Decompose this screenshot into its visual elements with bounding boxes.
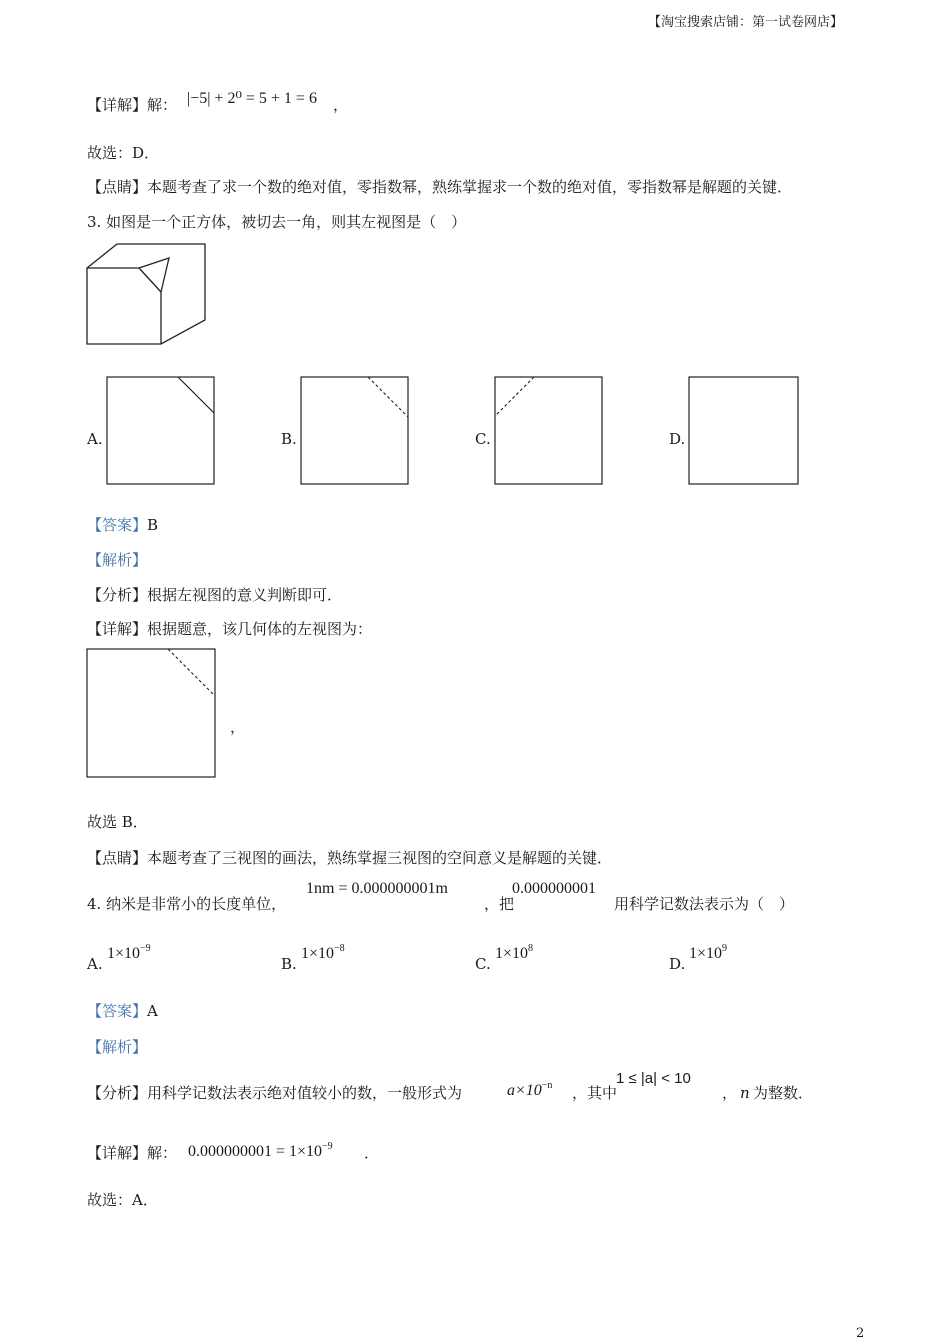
q3-answer-value: B <box>147 516 159 534</box>
q4-option-c-exp: 8 <box>528 943 534 954</box>
q3-detail-comma: ， <box>230 718 246 736</box>
q4-option-a-exp: −9 <box>140 943 151 954</box>
q3-fenxi: 【分析】根据左视图的意义判断即可． <box>87 586 343 604</box>
q4-option-b-label: B. <box>281 955 297 973</box>
q4-option-c-base: 1×10 <box>495 945 529 962</box>
q4-option-a-value <box>107 943 151 963</box>
header-shop-text: 【淘宝搜索店铺：第一试卷网店】 <box>648 15 844 30</box>
q4-stem-a: 4. 纳米是非常小的长度单位， <box>87 895 287 913</box>
q4-detail-math <box>188 1141 333 1161</box>
q4-fenxi-math1-exp: −n <box>541 1080 553 1091</box>
q4-answer-line <box>87 1001 158 1021</box>
q4-fenxi-c: ， <box>722 1084 738 1102</box>
q2-detail-label: 【详解】解： <box>87 96 178 114</box>
q2-choose: 故选：D． <box>87 144 160 162</box>
q3-detail-figure <box>86 648 217 779</box>
q3-option-d-figure <box>688 376 800 486</box>
q4-detail-end: ． <box>364 1144 380 1162</box>
q4-option-c-value <box>495 943 533 963</box>
q4-fenxi-a: 【分析】用科学记数法表示绝对值较小的数，一般形式为 <box>87 1084 463 1102</box>
q3-analysis-tag: 【解析】 <box>87 551 148 569</box>
cube-figure <box>85 240 210 346</box>
q4-option-d-label: D. <box>669 955 686 973</box>
q4-fenxi-b: ，其中 <box>572 1084 618 1102</box>
q3-option-b-label: B. <box>281 430 297 448</box>
q4-stem-math2: 0.000000001 <box>512 880 596 897</box>
q3-answer-line <box>87 515 158 535</box>
q4-option-b-base: 1×10 <box>301 945 335 962</box>
q4-detail-math-base: 0.000000001 = 1×10 <box>188 1143 323 1160</box>
q3-detail: 【详解】根据题意，该几何体的左视图为： <box>87 620 373 638</box>
q3-option-c-figure <box>494 376 604 486</box>
q3-option-c-label: C. <box>475 430 491 448</box>
q4-fenxi-math2: 1 ≤ |a| < 10 <box>616 1070 691 1087</box>
q4-option-c-label: C. <box>475 955 491 973</box>
q4-analysis-tag: 【解析】 <box>87 1038 148 1056</box>
q4-detail-label: 【详解】解： <box>87 1144 178 1162</box>
q3-option-a-figure <box>106 376 216 486</box>
q4-stem-b: ，把 <box>484 895 515 913</box>
q2-detail-math: |−5| + 2⁰ = 5 + 1 = 6 <box>187 90 317 107</box>
q4-fenxi-math1 <box>507 1080 552 1100</box>
q4-fenxi-n: n <box>740 1084 750 1102</box>
q2-detail-end: ， <box>333 96 349 114</box>
q3-stem: 3. 如图是一个正方体，被切去一角，则其左视图是（ ） <box>87 213 467 231</box>
q4-option-b-value <box>301 943 345 963</box>
q4-stem-math1: 1nm = 0.000000001m <box>306 880 448 897</box>
q4-stem-c: 用科学记数法表示为（ ） <box>614 895 795 913</box>
q4-detail-math-exp: −9 <box>322 1141 333 1152</box>
q4-option-a-label: A. <box>87 955 103 973</box>
q4-option-b-exp: −8 <box>334 943 345 954</box>
q2-note: 【点睛】本题考查了求一个数的绝对值，零指数幂，熟练掌握求一个数的绝对值，零指数幂是解题的关键． <box>87 178 793 196</box>
page-number: 2 <box>856 1326 865 1341</box>
q4-choose: 故选：A． <box>87 1191 158 1209</box>
q4-option-a-base: 1×10 <box>107 945 141 962</box>
q4-option-d-value <box>689 943 727 963</box>
q4-answer-tag: 【答案】 <box>87 1002 148 1020</box>
q4-option-d-base: 1×10 <box>689 945 723 962</box>
q3-option-a-label: A. <box>87 430 103 448</box>
q3-option-d-label: D. <box>669 430 686 448</box>
q3-option-b-figure <box>300 376 410 486</box>
q4-answer-value: A <box>147 1002 158 1020</box>
q4-fenxi-math1-base: a×10 <box>507 1082 542 1099</box>
q3-note: 【点睛】本题考查了三视图的画法，熟练掌握三视图的空间意义是解题的关键． <box>87 849 613 867</box>
q4-fenxi-d: 为整数． <box>753 1084 814 1102</box>
q3-choose: 故选 B． <box>87 813 148 831</box>
q3-answer-tag: 【答案】 <box>87 516 148 534</box>
q4-option-d-exp: 9 <box>722 943 728 954</box>
